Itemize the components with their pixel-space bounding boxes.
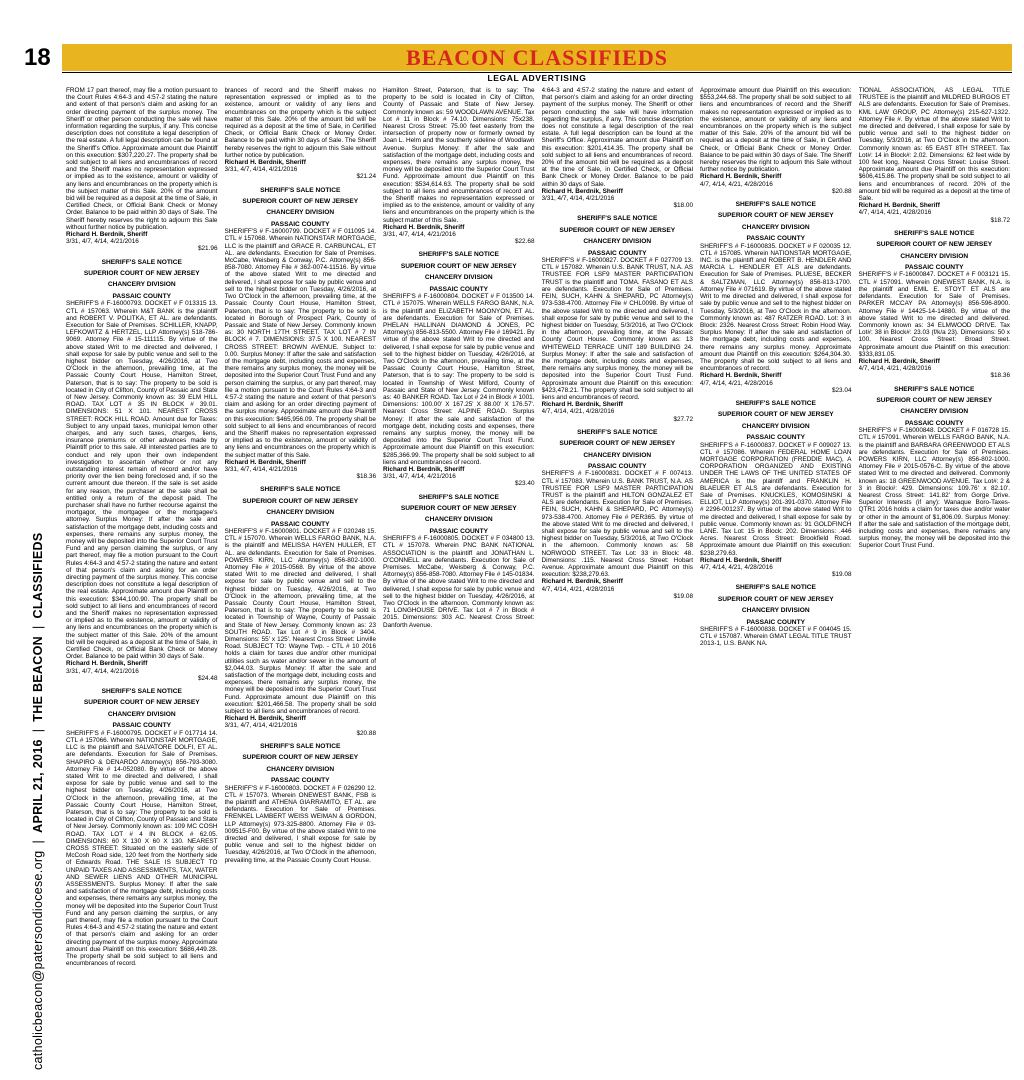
legal-notice [383, 251, 535, 487]
notice-price: $27.72 [673, 415, 693, 423]
publication-dates: 3/31, 4/7, 4/14, 4/21/2016 [383, 473, 456, 481]
folio-site: catholicbeacon@patersondiocese.org [31, 850, 45, 1070]
notice-heading: SHERIFF'S SALE NOTICE [735, 399, 816, 407]
publication-dates: 4/7, 4/14, 4/21, 4/28/2016 [858, 209, 932, 217]
notice-heading: SHERIFF'S SALE NOTICE [735, 584, 816, 592]
legal-notice [225, 87, 377, 181]
notice-body: SHERIFF'S # F-16000835. DOCKET # F 020035 12. CTL # 157085. Wherein NATIONSTAR MORTGAGE, INC. is the plaintiff and ROBERT B. HENDLER AND MARCIA L. HENDLER ET ALS are defendants. Execution for Sale of Premises. PLUESE, BECKER & SALTZMAN, LLC Attorney(s) 856-813-1700. Attorney File # 071619. By virtue of the above stated Writ to me directed and delivered, I shall expose for sale by public venue and sell to the highest bidder on Tuesday, 5/3/2016, at Two O'Clock in the afternoon. Commonly known as: 487 RATZER ROAD. Lot: 3 in Block: 2326. Nearest Cross Street: Robin Hood Way. Surplus Money: If after the sale and satisfaction of the mortgage debt, including costs and expenses, there remains any surplus money. Approximate amount due Plaintiff on this execution: $264,304.30. The property shall be sold subject to all liens and encumbrances of record. [700, 242, 852, 373]
notice-heading: CHANCERY DIVISION [266, 209, 335, 217]
notice-heading: PASSAIC COUNTY [905, 419, 964, 427]
publication-dates: 3/31, 4/7, 4/14, 4/21/2016 [383, 231, 456, 239]
publication-dates: 3/31, 4/7, 4/14, 4/21/2016 [224, 465, 298, 473]
legal-notice [66, 259, 218, 682]
page-number: 18 [24, 44, 51, 71]
classifieds-banner [62, 44, 1012, 71]
notice-heading: PASSAIC COUNTY [588, 462, 647, 470]
notice-price: $23.40 [514, 480, 535, 488]
notice-heading: PASSAIC COUNTY [112, 292, 171, 300]
column-1 [66, 87, 218, 1072]
notice-heading: SHERIFF'S SALE NOTICE [735, 201, 816, 209]
notice-heading: CHANCERY DIVISION [741, 607, 810, 615]
notice-price: $20.88 [356, 729, 376, 737]
notice-heading: CHANCERY DIVISION [424, 516, 493, 524]
notice-heading: SHERIFF'S SALE NOTICE [260, 186, 341, 194]
sheriff-signature: Richard H. Berdnik, Sheriff [858, 357, 940, 365]
notice-price: $23.04 [831, 386, 852, 394]
left-margin [0, 0, 62, 1080]
publication-dates: 4/7, 4/14, 4/21, 4/28/2016 [541, 408, 615, 416]
notice-heading: CHANCERY DIVISION [107, 710, 176, 718]
notice-body: SHERIFF'S # F-16000827. DOCKET # F 027709 13. CTL # 157082. Wherein U.S. BANK TRUST, N.A. AS TRUSTEE FOR LSF9 MASTER PARTICIPATION TRUST is the plaintiff and TOMA. FASANO ET ALS are defendants. Execution for Sale of Premises. FEIN, SUCH, KAHN & SHEPARD, PC Attorney(s) 973-538-4700. Attorney File # CHL0098. By virtue of the above stated Writ to me directed and delivered, I shall expose for sale by public venue and sell to the highest bidder on Tuesday, 5/3/2016, at Two O'Clock in the afternoon, prevailing time, at the Passaic County Court House. Commonly known as: 13 WHITEWELD TERRACE UNIT 189 BUILDING 24. Surplus Money: If after the sale and satisfaction of the mortgage debt, including costs and expenses, there remains any surplus money, the money will be deposited into the Superior Court Trust Fund. Approximate amount due Plaintiff on this execution: $423,478.21. The property shall be sold subject to all liens and encumbrances of record. [541, 257, 693, 401]
notice-heading: CHANCERY DIVISION [583, 238, 652, 246]
sheriff-signature: Richard H. Berdnik, Sheriff [383, 223, 465, 231]
notice-heading: SUPERIOR COURT OF NEW JERSEY [83, 270, 200, 278]
notice-price: $21.24 [356, 173, 376, 181]
legal-notice [700, 584, 852, 647]
legal-notice [700, 87, 852, 195]
publication-dates: 3/31, 4/7, 4/14, 4/21/2016 [66, 238, 139, 246]
notice-heading: SHERIFF'S SALE NOTICE [260, 486, 341, 494]
notice-price: $18.36 [356, 473, 376, 481]
notice-heading: CHANCERY DIVISION [107, 281, 176, 289]
notice-heading: CHANCERY DIVISION [741, 422, 810, 430]
notice-heading: SUPERIOR COURT OF NEW JERSEY [559, 226, 676, 234]
legal-notice [542, 215, 694, 422]
legal-notice [66, 688, 218, 967]
sheriff-signature: Richard H. Berdnik, Sheriff [224, 458, 306, 466]
notice-heading: PASSAIC COUNTY [746, 434, 805, 442]
publication-dates: 3/31, 4/7, 4/14, 4/21/2016 [224, 166, 298, 174]
notice-body: SHERIFF'S # F-16000837. DOCKET # F 009027 13. CTL # 157086. Wherein FEDERAL HOME LOAN MORTGAGE CORPORATION (FREDDIE MAC), A CORPORATION ORGANIZED AND EXISTING UNDER THE LAWS OF THE UNITED STATES OF AMERICA is the plaintiff and FRANKLIN H. BLAEUER ET ALS are defendants. Execution for Sale of Premises. KNUCKLES, KOMOSINSKI & ELLIOT, LLP Attorney(s) 201-391-0370. Attorney File # 2296-001237. By virtue of the above stated Writ to me directed and delivered, I shall expose for sale by public venue. Commonly known as: 91 GOLDFINCH LANE. Tax Lot: 15 in Block: 202. Dimensions: .446 Acres. Nearest Cross Street: Brookfield Road. Approximate amount due Plaintiff on this execution: $238,279.63. [700, 441, 852, 557]
legal-notice [66, 87, 218, 253]
notice-heading: SUPERIOR COURT OF NEW JERSEY [83, 699, 200, 707]
notice-body: Hamilton Street, Paterson, that is to say: The property to be sold is located in City of Clifton, County of Passaic and State of New Jersey. Commonly known as: 59 WOODLAWN AVENUE. Tax Lot # 11 in Block # 74.10. Dimensions: 75x238. Nearest Cross Street: 75.00 feet easterly from the intersection of property now or formerly owned by Joan L. Helm and the southerly sideline of Woodlawn Avenue. Surplus Money: If after the sale and satisfaction of the mortgage debt, including costs and expenses, there remains any surplus money, the money will be deposited into the Superior Court Trust Fund. Approximate amount due Plaintiff on this execution: $534,614.63. The property shall be sold subject to all liens and encumbrances of record and the Sheriff makes no representation expressed or implied as to the existence, amount or validity of any liens and encumbrances on the property which is the subject matter of this Sale. [383, 87, 535, 224]
publication-dates: 3/31, 4/7, 4/14, 4/21/2016 [224, 722, 298, 730]
notice-body: FROM 17 part thereof, may file a motion pursuant to the Court Rules 4:64-3 and 4:57-2 stating the nature and extent of that person's claim and asking for an order directing payment of the surplus money. The Sheriff or other person conducting the sale will have information regarding the surplus, if any. This concise description does not constitute a legal description of the real estate. A full legal description can be found at the Sheriff's Office. Approximate amount due Plaintiff on this execution: $307,220.27. The property shall be sold subject to all liens and encumbrances of record and the Sheriff makes no representation expressed or implied as to the existence, amount or validity of any liens and encumbrances on the property which is the subject matter of this Sale. 20% of the amount bid will be required as a deposit at the time of Sale, in Certified Check, or Official Bank Check or Money Order. Balance to be paid within 30 days of Sale. The Sheriff hereby reserves the right to adjourn this Sale without further notice by publication. [66, 87, 218, 231]
notice-heading: PASSAIC COUNTY [746, 235, 805, 243]
banner-title: BEACON CLASSIFIEDS [406, 45, 668, 70]
banner-subtitle-bar [62, 72, 1012, 84]
notice-heading: SUPERIOR COURT OF NEW JERSEY [876, 241, 993, 249]
notice-heading: PASSAIC COUNTY [588, 249, 647, 257]
notice-price: $19.08 [673, 592, 693, 600]
sheriff-signature: Richard H. Berdnik, Sheriff [66, 231, 148, 239]
notice-heading: SHERIFF'S SALE NOTICE [894, 229, 975, 237]
notice-heading: SHERIFF'S SALE NOTICE [260, 742, 341, 750]
sheriff-signature: Richard H. Berdnik, Sheriff [224, 715, 306, 723]
notice-heading: SHERIFF'S SALE NOTICE [101, 688, 182, 696]
notice-heading: SHERIFF'S SALE NOTICE [577, 428, 658, 436]
column-2 [225, 87, 377, 1072]
sheriff-signature: Richard H. Berdnik, Sheriff [541, 401, 623, 409]
sheriff-signature: Richard H. Berdnik, Sheriff [858, 202, 940, 210]
notice-body: 4:64-3 and 4:57-2 stating the nature and extent of that person's claim and asking for an order directing payment of the surplus money. The Sheriff or other person conducting the sale will have information regarding the surplus, if any. This concise description does not constitute a legal description of the real estate. A full legal description can be found at the Sheriff's Office. Approximate amount due Plaintiff on this execution: $201,414.35. The property shall be sold subject to all liens and encumbrances of record. 20% of the amount bid will be required as a deposit at the time of Sale, in Certified Check, or Official Bank Check or Money Order. Balance to be paid within 30 days of Sale. [541, 87, 693, 188]
notice-body: SHERIFF'S # F-16000795. DOCKET # F 017714 14. CTL # 157066. Wherein NATIONSTAR MORTGAGE, LLC is the plaintiff and SALVATORE DOLFI, ET AL. are defendants. Execution for Sale of Premises. SHAPIRO & DENARDO Attorney(s) 856-793-3080. Attorney File # 14-052080. By virtue of the above stated Writ to me directed and delivered, I shall expose for sale by public venue and sell to the highest bidder on Tuesday, 4/26/2016, at Two O'Clock in the afternoon, prevailing time, at the Passaic County Court House, Hamilton Street, Paterson, that is to say: The property to be sold is located in City of Clifton, County of Passaic and State of New Jersey. Commonly known as: 109 MC COSH ROAD. TAX LOT # 4 IN BLOCK # 62.05. DIMENSIONS: 60 X 130 X 60 X 130. NEAREST CROSS STREET: Situated on the easterly side of McCosh Road side, 120 feet from the Northerly side of Edwards Road. THE SALE IS SUBJECT TO UNPAID TAXES AND ASSESSMENTS, TAX, WATER AND SEWER LIENS AND OTHER MUNICIPAL ASSESSMENTS. Surplus Money: If after the sale and satisfaction of the mortgage debt, including costs and expenses, there remains any surplus money, the money will be deposited into the Superior Court Trust Fund and any person claiming the surplus, or any part thereof, may file a motion pursuant to the Court Rules 4:64-3 and 4:57-2 stating the nature and extent of that person's claim and asking for an order directing payment of the surplus money. Approximate amount due Plaintiff on this execution: $686,449.28. The property shall be sold subject to all liens and encumbrances of record. [66, 729, 218, 968]
publication-dates: 4/7, 4/14, 4/21, 4/28/2016 [858, 365, 932, 373]
notice-price: $20.88 [831, 187, 852, 195]
notice-heading: PASSAIC COUNTY [271, 520, 330, 528]
notice-heading: PASSAIC COUNTY [429, 285, 488, 293]
sheriff-signature: Richard H. Berdnik, Sheriff [541, 187, 623, 195]
notice-heading: PASSAIC COUNTY [905, 264, 964, 272]
sheriff-signature: Richard H. Berdnik, Sheriff [383, 465, 465, 473]
banner-subtitle: LEGAL ADVERTISING [487, 73, 587, 83]
notice-heading: PASSAIC COUNTY [271, 220, 330, 228]
legal-notice [859, 230, 1011, 380]
sheriff-signature: Richard H. Berdnik, Sheriff [541, 578, 623, 586]
notice-price: $22.68 [514, 238, 535, 246]
notice-heading: SHERIFF'S SALE NOTICE [577, 215, 658, 223]
notice-body: SHERIFF'S # F-16000799. DOCKET # F 011095 14. CTL # 157068. Wherein NATIONSTAR MORTGAGE, LLC is the plaintiff and GRACE R. CARBUNCAL, ET AL. are defendants. Execution for Sale of Premises. McCabe, Weisberg & Conway, P.C. Attorney(s) 856-858-7080. Attorney File # 362-0074-11516. By virtue of the above stated Writ to me directed and delivered, I shall expose for sale by public venue and sell to the highest bidder on Tuesday, 4/26/2016, at Two O'Clock in the afternoon, prevailing time, at the Passaic County Court House, Hamilton Street, Paterson, that is to say: The property to be sold is located in Borough of Prospect Park, County of Passaic and State of New Jersey. Commonly known as: 30 NORTH 17TH STREET. TAX LOT # 7 IN BLOCK # 7. DIMENSIONS: 37.5 X 100. NEAREST CROSS STREET: BROWN AVENUE. Subject to: 0.00. Surplus Money: If after the sale and satisfaction of the mortgage debt, including costs and expenses, there remains any surplus money, the money will be deposited into the Superior Court Trust Fund and any person claiming the surplus, or any part thereof, may file a motion pursuant to the Court Rules 4:64-3 and 4:57-2 stating the nature and extent of that person's claim and asking for an order directing payment of the surplus money. Approximate amount due Plaintiff on this execution: $465,956.09. The property shall be sold subject to all liens and encumbrances of record and the Sheriff makes no representation expressed or implied as to the existence, amount or validity of any liens and encumbrances on the property which is the subject matter of this Sale. [224, 228, 376, 459]
notice-heading: SUPERIOR COURT OF NEW JERSEY [400, 262, 517, 270]
publication-dates: 4/7, 4/14, 4/21, 4/28/2016 [700, 180, 773, 188]
legal-notice [225, 486, 377, 737]
notice-heading: PASSAIC COUNTY [112, 722, 171, 730]
notice-heading: CHANCERY DIVISION [583, 451, 652, 459]
legal-columns [66, 87, 1010, 1072]
legal-notice [542, 87, 694, 209]
notice-heading: SUPERIOR COURT OF NEW JERSEY [717, 595, 834, 603]
notice-price: $18.00 [673, 202, 693, 210]
publication-dates: 3/31, 4/7, 4/14, 4/21/2016 [66, 667, 139, 675]
sheriff-signature: Richard H. Berdnik, Sheriff [66, 660, 148, 668]
notice-body: SHERIFF'S # F-16000831. DOCKET # F 007413. CTL # 157083. Wherein U.S. BANK TRUST, N.A. AS TRUSTEE FOR LSF9 MASTER PARTICIPATION TRUST is the plaintiff and HILTON GONZALEZ ET ALS are defendants. Execution for Sale of Premises. FEIN, SUCH, KAHN & SHEPARD, PC Attorney(s) 973-538-4700. Attorney File # PER365. By virtue of the above stated Writ to me directed and delivered, I shall expose for sale by public venue and sell to the highest bidder on Tuesday, 5/3/2016, at Two O'Clock in the afternoon. Commonly known as: 58 NORWOOD STREET. Tax Lot: 33 in Block: 48. Dimensions: .115. Nearest Cross Street: Hobart Avenue. Approximate amount due Plaintiff on this execution: $238,279.63. [541, 470, 693, 579]
notice-body: SHERIFF'S # F-16000803. DOCKET # F 026290 12. CTL # 157073. Wherein ONEWEST BANK, FSB is the plaintiff and ATHENA GIARRAMITO, ET AL. are defendants. Execution for Sale of Premises. FRENKEL LAMBERT WEISS WEIMAN & GORDON, LLP Attorney(s) 973-325-8800. Attorney File # 03-009515-F00. By virtue of the above stated Writ to me directed and delivered, I shall expose for sale by public venue and sell to the highest bidder on Tuesday, 4/26/2016, at Two O'Clock in the afternoon, prevailing time, at the Passaic County Court House. [224, 784, 376, 864]
notice-heading: SUPERIOR COURT OF NEW JERSEY [400, 504, 517, 512]
legal-notice [700, 201, 852, 394]
legal-notice [225, 187, 377, 481]
vertical-folio: catholicbeacon@patersondiocese.org|APRIL 21, 2016|THE BEACON|CLASSIFIEDS [31, 532, 45, 1070]
sheriff-signature: Richard H. Berdnik, Sheriff [700, 372, 782, 380]
notice-heading: SHERIFF'S SALE NOTICE [418, 493, 499, 501]
notice-heading: SUPERIOR COURT OF NEW JERSEY [876, 396, 993, 404]
notice-heading: SUPERIOR COURT OF NEW JERSEY [242, 198, 359, 206]
sheriff-signature: Richard H. Berdnik, Sheriff [224, 159, 306, 167]
legal-notice [859, 386, 1011, 550]
folio-section: CLASSIFIEDS [31, 532, 45, 619]
legal-notice [859, 87, 1011, 224]
legal-notice [700, 400, 852, 578]
notice-body: SHERIFF'S # F-16000804. DOCKET # F 013500 14. CTL # 157075. Wherein WELLS FARGO BANK, N.A. is the plaintiff and ELIZABETH MOONYON, ET AL. are defendants. Execution for Sale of Premises. PHELAN HALLINAN DIAMOND & JONES, PC Attorney(s) 856-813-5500. Attorney File # 169421. By virtue of the above stated Writ to me directed and delivered, I shall expose for sale by public venue and sell to the highest bidder on Tuesday, 4/26/2016, at Two O'Clock in the afternoon, prevailing time, at the Passaic County Court House, Hamilton Street, Paterson, that is to say: The property to be sold is located in Township of West Milford, County of Passaic and State of New Jersey. Commonly known as: 40 BANKER ROAD. Tax Lot # 24 in Block # 1001. Dimensions: 100.00' X 167.25' X 88.00' X 176.57'. Nearest Cross Street: ALPINE ROAD. Surplus Money: If after the sale and satisfaction of the mortgage debt, including costs and expenses, there remains any surplus money, the money will be deposited into the Superior Court Trust Fund. Approximate amount due Plaintiff on this execution: $285,366.99. The property shall be sold subject to all liens and encumbrances of record. [383, 293, 535, 466]
notice-body: Approximate amount due Plaintiff on this execution: $553,244.68. The property shall be sold subject to all liens and encumbrances of record and the Sheriff makes no representation expressed or implied as to the existence, amount or validity of any liens and encumbrances on the property which is the subject matter of this Sale. 20% of the amount bid will be required as a deposit at the time of Sale, in Certified Check, or Official Bank Check or Money Order. Balance to be paid within 30 days of Sale. The Sheriff hereby reserves the right to adjourn this Sale without further notice by publication. [700, 87, 852, 174]
legal-notice [383, 494, 535, 629]
folio-paper: THE BEACON [31, 636, 45, 722]
notice-price: $18.36 [990, 372, 1010, 380]
notice-heading: SUPERIOR COURT OF NEW JERSEY [242, 497, 359, 505]
notice-heading: CHANCERY DIVISION [266, 765, 335, 773]
sheriff-signature: Richard H. Berdnik, Sheriff [700, 173, 782, 181]
notice-heading: CHANCERY DIVISION [424, 274, 493, 282]
notice-body: SHERIFF'S # F-16000847. DOCKET # F 003121 15. CTL # 157091. Wherein ONEWEST BANK, N.A. is the plaintiff and EMIL E. STOYT ET ALS are defendants. Execution for Sale of Premises. PARKER MCCAY PA Attorney(s) 856-596-8900. Attorney File # 14425-14-14880. By virtue of the above stated Writ to me directed and delivered. Commonly known as: 34 ELMWOOD DRIVE. Tax Lot#: 38 in Block#: 23.03 (f/k/a 23). Dimensions: 50 x 100. Nearest Cross Street: Broad Street. Approximate amount due Plaintiff on this execution: $333,831.05. [858, 271, 1010, 358]
notice-heading: PASSAIC COUNTY [746, 618, 805, 626]
folio-date: APRIL 21, 2016 [31, 739, 45, 833]
notice-body: SHERIFF'S # F-16000838. DOCKET # F 004045 15. CTL # 157087. Wherein GMAT LEGAL TITLE TRUST 2013-1, U.S. BANK NA. [700, 626, 852, 648]
notice-price: $24.48 [197, 674, 218, 682]
notice-body: brances of record and the Sheriff makes no representation expressed or implied as to the existence, amount or validity of any liens and encumbrances on the property which is the subject matter of this Sale. 20% of the amount bid will be required as a deposit at the time of Sale, in Certified Check, or Official Bank Check or Money Order. Balance to be paid within 30 days of Sale. The Sheriff hereby reserves the right to adjourn this Sale without further notice by publication. [224, 87, 376, 159]
notice-body: SHERIFF'S # F-16000805. DOCKET # F 034800 13. CTL # 157078. Wherein PNC BANK NATIONAL ASSOCIATION is the plaintiff and JONATHAN L. O'CONNELL are defendants. Execution for Sale of Premises. McCabe, Weisberg & Conway, P.C. Attorney(s) 856-858-7080. Attorney File # 145-01834. By virtue of the above stated Writ to me directed and delivered, I shall expose for sale by public venue and sell to the highest bidder on Tuesday, 4/26/2016, at Two O'Clock in the afternoon. Commonly known as: 71 LONGHOUSE DRIVE. Tax Lot # 7 in Block # 2015. Dimensions: 303 AC. Nearest Cross Street: Danforth Avenue. [383, 535, 535, 629]
notice-price: $19.08 [831, 571, 852, 579]
notice-heading: CHANCERY DIVISION [266, 509, 335, 517]
legal-notice [225, 743, 377, 864]
notice-heading: CHANCERY DIVISION [900, 408, 969, 416]
notice-price: $18.72 [990, 216, 1010, 224]
notice-heading: SUPERIOR COURT OF NEW JERSEY [242, 754, 359, 762]
notice-heading: SUPERIOR COURT OF NEW JERSEY [717, 212, 834, 220]
legal-notice [542, 429, 694, 600]
notice-price: $21.96 [197, 245, 218, 253]
column-6 [859, 87, 1011, 1072]
publication-dates: 3/31, 4/7, 4/14, 4/21/2016 [541, 195, 615, 203]
notice-heading: PASSAIC COUNTY [271, 777, 330, 785]
notice-heading: SHERIFF'S SALE NOTICE [894, 385, 975, 393]
notice-heading: SHERIFF'S SALE NOTICE [101, 258, 182, 266]
notice-heading: PASSAIC COUNTY [429, 527, 488, 535]
notice-heading: SUPERIOR COURT OF NEW JERSEY [717, 411, 834, 419]
sheriff-signature: Richard H. Berdnik, Sheriff [700, 556, 782, 564]
column-3 [383, 87, 535, 1072]
notice-body: SHERIFF'S # F-16000848. DOCKET # F 016728 15. CTL # 157091. Wherein WELLS FARGO BANK, N.A. is the plaintiff and BARBARA GREENWOOD ET ALS are defendants. Execution for Sale of Premises. POWERS KIRN, LLC Attorney(s) 856-802-1000. Attorney File # 2015-0576-C. By virtue of the above stated Writ to me directed and delivered. Commonly known as: 18 GREENWOOD AVENUE. Tax Lot#: 2 & 3 in Block#: 429. Dimensions: 109.76' x 82.10'. Nearest Cross Street: 141.82' from Gorge Drive. Superior Interests (if any): Wanaque Boro-Taxes-QTR1 2016 holds a claim for taxes due and/or water or other in the amount of $1,806.09. Surplus Money: If after the sale and satisfaction of the mortgage debt, including costs and expenses, there remains any surplus money, the money will be deposited into the Superior Court Trust Fund. [858, 427, 1010, 550]
notice-heading: SHERIFF'S SALE NOTICE [418, 251, 499, 259]
column-4 [542, 87, 694, 1072]
notice-body: SHERIFF'S # F-16000801. DOCKET # F 020248 15. CTL # 157070. Wherein WELLS FARGO BANK, N.A. is the plaintiff and MELISSA HAYEN HULLER, ET AL. are defendants. Execution for Sale of Premises. POWERS KIRN, LLC Attorney(s) 856-802-1000. Attorney File # 2015-0568. By virtue of the above stated Writ to me directed and delivered, I shall expose for sale by public venue and sell to the highest bidder on Tuesday, 4/26/2016, at Two O'Clock in the afternoon, prevailing time, at the Passaic County Court House, Hamilton Street, Paterson, that is to say: The property to be sold is located in Township of Wayne, County of Passaic and State of New Jersey. Commonly known as: 23 SOUTH ROAD. Tax Lot # 9 in Block # 3404. Dimensions: 55' x 125'. Nearest Cross Street: Linville Road. SUBJECT TO: Wayne Twp. - CTL # 10 2016 holds a claim for taxes due and/or other municipal utilities such as water and/or sewer in the amount of $2,044.03. Surplus Money: If after the sale and satisfaction of the mortgage debt, including costs and expenses, there remains any surplus money, the money will be deposited into the Superior Court Trust Fund. Approximate amount due Plaintiff on this execution: $201,466.58. The property shall be sold subject to all liens and encumbrances of record. [224, 528, 376, 716]
notice-heading: CHANCERY DIVISION [741, 223, 810, 231]
notice-heading: CHANCERY DIVISION [900, 252, 969, 260]
publication-dates: 4/7, 4/14, 4/21, 4/28/2016 [541, 585, 615, 593]
notice-body: TIONAL ASSOCIATION, AS LEGAL TITLE TRUSTEE is the plaintiff and MILDRED BURGOS ET ALS are defendants. Execution for Sale of Premises. KML LAW GROUP, PC Attorney(s) 215-627-1322. Attorney File #. By virtue of the above stated Writ to me directed and delivered, I shall expose for sale by public venue and sell to the highest bidder on Tuesday, 5/3/2016, at Two O'Clock in the afternoon. Commonly known as: 65 EAST 8TH STREET. Tax Lot#: 14 in Block#: 2.02. Dimensions: 62 feet wide by 100 feet long. Nearest Cross Street: Louise Street. Approximate amount due Plaintiff on this execution: $606,415.86. The property shall be sold subject to all liens and encumbrances of record. 20% of the amount bid will be required as a deposit at the time of Sale. [858, 87, 1010, 203]
publication-dates: 4/7, 4/14, 4/21, 4/28/2016 [700, 564, 773, 572]
notice-heading: SUPERIOR COURT OF NEW JERSEY [559, 440, 676, 448]
legal-notice [383, 87, 535, 245]
notice-body: SHERIFF'S # F-16000793. DOCKET # F 013315 13. CTL # 157063. Wherein M&T BANK is the plaintiff and ROBERT V. POLITKA, ET AL. are defendants. Execution for Sale of Premises. SCHILLER, KNAPP, LEFKOWITZ & HERTZEL, LLP Attorney(s) 518-786-9069. Attorney File # 15-111115. By virtue of the above stated Writ to me directed and delivered, I shall expose for sale by public venue and sell to the highest bidder on Tuesday, 4/26/2016, at Two O'Clock in the afternoon, prevailing time, at the Passaic County Court House, Hamilton Street, Paterson, that is to say: The property to be sold is located in City of Clifton, County of Passaic and State of New Jersey. Commonly known as: 39 ELM HILL ROAD. TAX LOT # 35 IN BLOCK # 39.01. DIMENSIONS: 51 X 101. NEAREST CROSS STREET: ROCK HILL ROAD. Amount due for Taxes: Subject to any unpaid taxes, municipal lemon other charges, and any such taxes, charges, liens, insurance premiums or other advances made by Plaintiff prior to this sale. All interested parties are to conduct and rely upon their own independent investigation to ascertain whether or not any outstanding interest remain of record and/or have priority over the lien being foreclosed and, if so the current amount due thereon. If the sale is set aside for any reason, the purchaser at the sale shall be entitled only a return of the deposit paid. The purchaser shall have no further recourse against the mortgagor, the mortgagee or the mortgagee's attorney. Surplus Money: If after the sale and satisfaction of the mortgage debt, including costs and expenses, there remains any surplus money, the money will be deposited into the Superior Court Trust Fund and any person claiming the surplus, or any part thereof, may file a motion pursuant to the Court Rules 4:64-3 and 4:57-2 stating the nature and extent of that person's claim and asking for an order directing payment of the surplus money. This concise description does not constitute a legal description of the real estate. Approximate amount due Plaintiff on this execution: $344,100.90. The property shall be sold subject to all liens and encumbrances of record and the Sheriff makes no representation expressed or implied as to the existence, amount or validity of any liens and encumbrances on the property which is the subject matter of this Sale. 20% of the amount bid will be required as a deposit at the time of Sale, in Certified Check, or Official Bank Check or Money Order. Balance to be paid within 30 days of Sale. [66, 300, 218, 661]
publication-dates: 4/7, 4/14, 4/21, 4/28/2016 [700, 379, 773, 387]
column-5 [700, 87, 852, 1072]
